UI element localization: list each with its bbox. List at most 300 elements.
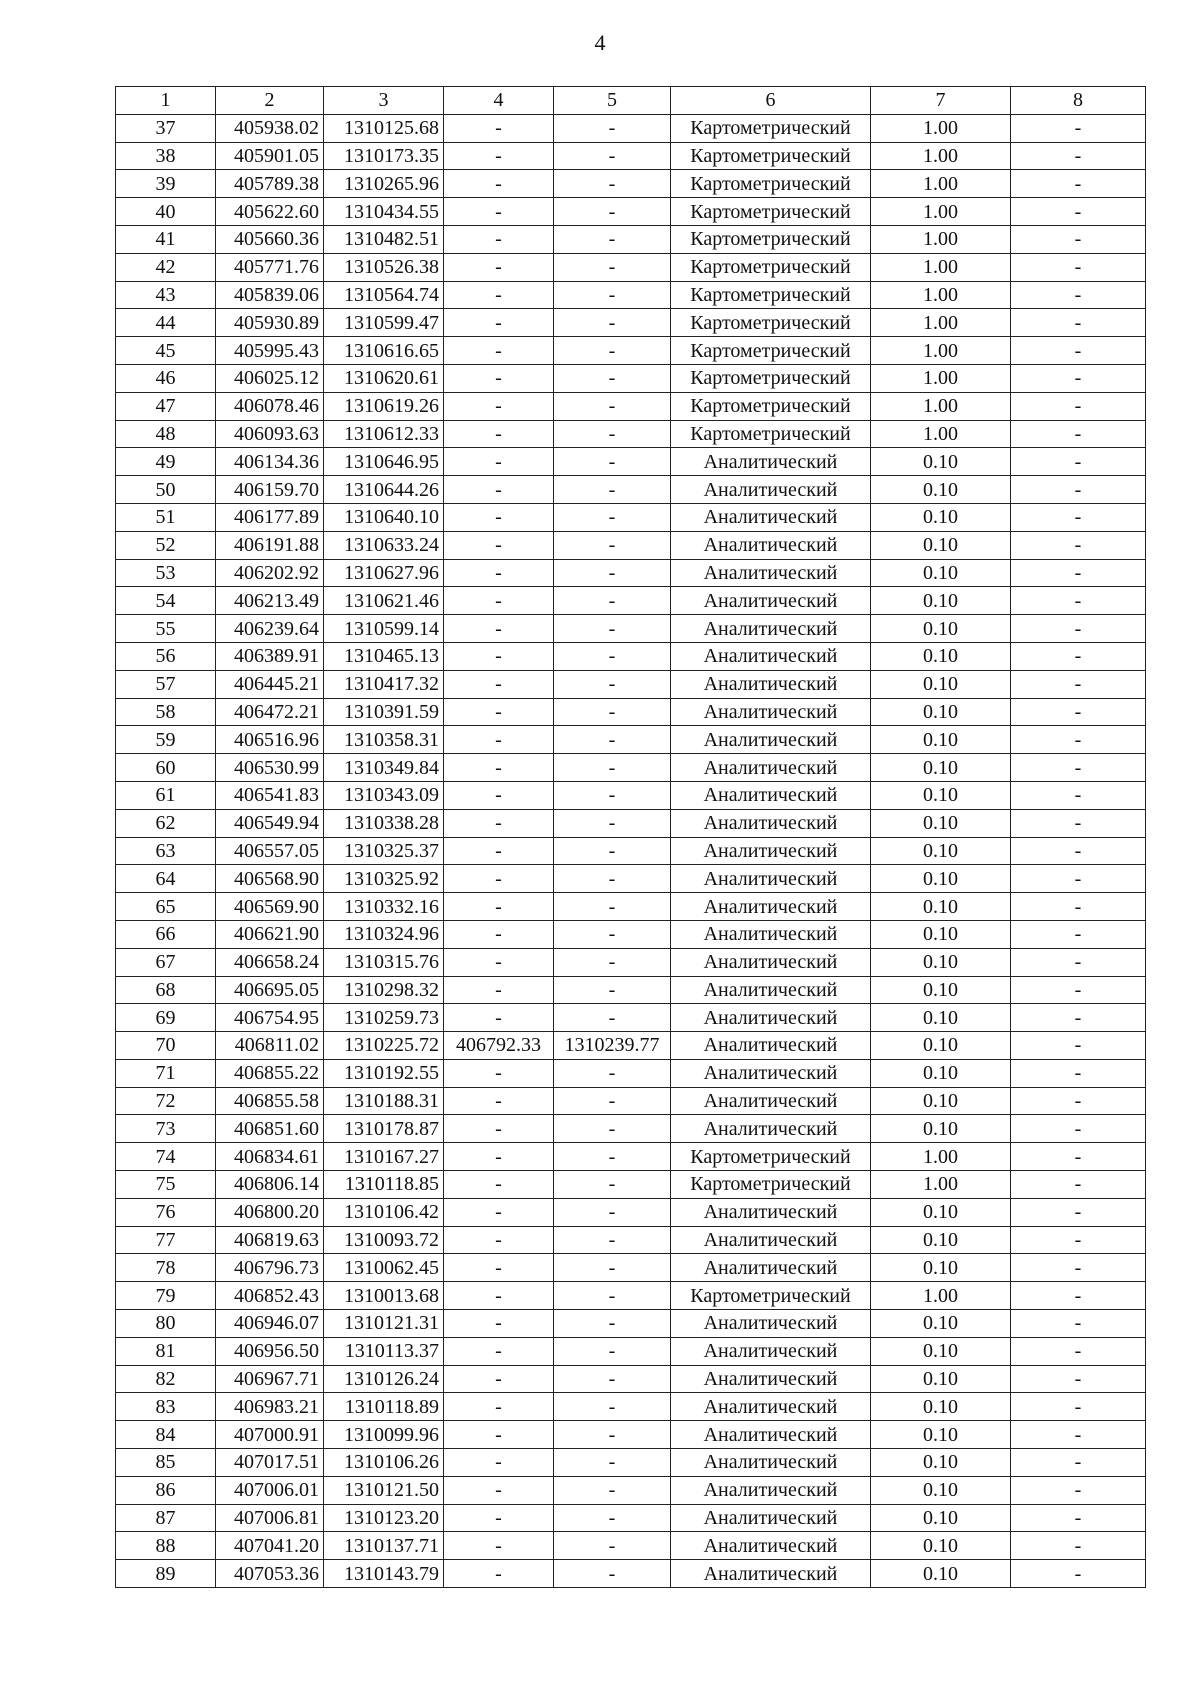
cell-method: Аналитический [671, 754, 871, 782]
cell-coord-x: 406202.92 [216, 559, 324, 587]
cell-coord-x-alt: - [444, 253, 554, 281]
cell-note: - [1011, 392, 1146, 420]
table-row [116, 1087, 1146, 1115]
cell-coord-y-alt: - [554, 420, 671, 448]
cell-note: - [1011, 1143, 1146, 1171]
cell-point-number: 82 [116, 1365, 216, 1393]
cell-coord-y: 1310259.73 [324, 1004, 444, 1032]
cell-note: - [1011, 670, 1146, 698]
cell-coord-x-alt: - [444, 392, 554, 420]
cell-note: - [1011, 170, 1146, 198]
cell-point-number: 66 [116, 920, 216, 948]
cell-note: - [1011, 726, 1146, 754]
cell-coord-x: 406967.71 [216, 1365, 324, 1393]
cell-coord-y: 1310265.96 [324, 170, 444, 198]
table-row [116, 1476, 1146, 1504]
cell-coord-y: 1310482.51 [324, 225, 444, 253]
cell-coord-y-alt: - [554, 531, 671, 559]
cell-point-number: 77 [116, 1226, 216, 1254]
cell-point-number: 43 [116, 281, 216, 309]
cell-accuracy: 0.10 [871, 1532, 1011, 1560]
cell-coord-x: 406568.90 [216, 865, 324, 893]
cell-coord-y-alt: - [554, 476, 671, 504]
cell-coord-x: 406078.46 [216, 392, 324, 420]
cell-coord-y-alt: - [554, 1504, 671, 1532]
cell-accuracy: 1.00 [871, 225, 1011, 253]
cell-accuracy: 0.10 [871, 670, 1011, 698]
cell-method: Аналитический [671, 615, 871, 643]
cell-coord-y: 1310123.20 [324, 1504, 444, 1532]
cell-coord-x-alt: - [444, 420, 554, 448]
cell-point-number: 51 [116, 503, 216, 531]
cell-coord-x: 406389.91 [216, 642, 324, 670]
cell-coord-y-alt: - [554, 781, 671, 809]
cell-coord-y: 1310062.45 [324, 1254, 444, 1282]
cell-method: Аналитический [671, 531, 871, 559]
table-row [116, 948, 1146, 976]
cell-coord-y-alt: - [554, 114, 671, 142]
cell-coord-x-alt: - [444, 781, 554, 809]
cell-point-number: 74 [116, 1143, 216, 1171]
cell-note: - [1011, 1365, 1146, 1393]
cell-coord-y-alt: - [554, 1365, 671, 1393]
table-row [116, 726, 1146, 754]
cell-coord-x: 406516.96 [216, 726, 324, 754]
table-row [116, 225, 1146, 253]
cell-note: - [1011, 587, 1146, 615]
cell-accuracy: 0.10 [871, 615, 1011, 643]
cell-coord-y-alt: - [554, 837, 671, 865]
cell-coord-x-alt: - [444, 1560, 554, 1588]
cell-note: - [1011, 1337, 1146, 1365]
cell-coord-x: 405901.05 [216, 142, 324, 170]
cell-accuracy: 0.10 [871, 1365, 1011, 1393]
cell-point-number: 79 [116, 1282, 216, 1310]
cell-method: Аналитический [671, 865, 871, 893]
cell-coord-x: 407006.81 [216, 1504, 324, 1532]
cell-coord-x: 406530.99 [216, 754, 324, 782]
cell-method: Аналитический [671, 837, 871, 865]
cell-accuracy: 1.00 [871, 198, 1011, 226]
cell-coord-x: 406811.02 [216, 1032, 324, 1060]
table-row [116, 1115, 1146, 1143]
cell-coord-y-alt: - [554, 615, 671, 643]
cell-coord-y-alt: - [554, 698, 671, 726]
cell-coord-x: 405839.06 [216, 281, 324, 309]
table-row [116, 1365, 1146, 1393]
cell-method: Картометрический [671, 364, 871, 392]
cell-coord-x: 406796.73 [216, 1254, 324, 1282]
table-row [116, 837, 1146, 865]
cell-note: - [1011, 1115, 1146, 1143]
cell-coord-x-alt: - [444, 615, 554, 643]
cell-method: Аналитический [671, 698, 871, 726]
cell-method: Картометрический [671, 114, 871, 142]
cell-accuracy: 0.10 [871, 1032, 1011, 1060]
cell-coord-y: 1310125.68 [324, 114, 444, 142]
cell-coord-y-alt: - [554, 142, 671, 170]
cell-point-number: 48 [116, 420, 216, 448]
cell-accuracy: 0.10 [871, 1310, 1011, 1338]
cell-method: Аналитический [671, 448, 871, 476]
cell-coord-x-alt: - [444, 1115, 554, 1143]
cell-coord-y-alt: - [554, 198, 671, 226]
table-header [116, 87, 1146, 115]
cell-coord-x: 406472.21 [216, 698, 324, 726]
cell-coord-y-alt: - [554, 976, 671, 1004]
cell-accuracy: 0.10 [871, 476, 1011, 504]
cell-note: - [1011, 948, 1146, 976]
cell-point-number: 81 [116, 1337, 216, 1365]
cell-coord-x: 405771.76 [216, 253, 324, 281]
cell-point-number: 49 [116, 448, 216, 476]
table-row [116, 309, 1146, 337]
cell-coord-y: 1310358.31 [324, 726, 444, 754]
cell-accuracy: 0.10 [871, 1476, 1011, 1504]
cell-point-number: 56 [116, 642, 216, 670]
cell-coord-x-alt: - [444, 1532, 554, 1560]
cell-coord-x-alt: - [444, 1310, 554, 1338]
cell-note: - [1011, 253, 1146, 281]
table-row [116, 642, 1146, 670]
cell-coord-y: 1310188.31 [324, 1087, 444, 1115]
cell-point-number: 53 [116, 559, 216, 587]
cell-note: - [1011, 920, 1146, 948]
cell-coord-x: 406025.12 [216, 364, 324, 392]
cell-coord-x-alt: - [444, 448, 554, 476]
cell-coord-y-alt: - [554, 225, 671, 253]
cell-accuracy: 1.00 [871, 1171, 1011, 1199]
cell-coord-x-alt: - [444, 587, 554, 615]
cell-method: Аналитический [671, 1449, 871, 1477]
header-row [116, 87, 1146, 115]
cell-method: Аналитический [671, 476, 871, 504]
cell-coord-y-alt: - [554, 1198, 671, 1226]
cell-coord-y-alt: - [554, 670, 671, 698]
cell-note: - [1011, 1087, 1146, 1115]
cell-coord-y: 1310644.26 [324, 476, 444, 504]
cell-point-number: 75 [116, 1171, 216, 1199]
cell-accuracy: 0.10 [871, 1198, 1011, 1226]
cell-accuracy: 0.10 [871, 1421, 1011, 1449]
cell-point-number: 71 [116, 1059, 216, 1087]
cell-coord-x-alt: - [444, 225, 554, 253]
cell-coord-y: 1310167.27 [324, 1143, 444, 1171]
cell-coord-y-alt: - [554, 1421, 671, 1449]
cell-accuracy: 1.00 [871, 1143, 1011, 1171]
cell-coord-y: 1310298.32 [324, 976, 444, 1004]
cell-coord-x-alt: - [444, 1254, 554, 1282]
cell-point-number: 54 [116, 587, 216, 615]
cell-method: Картометрический [671, 198, 871, 226]
cell-point-number: 83 [116, 1393, 216, 1421]
cell-coord-x: 406557.05 [216, 837, 324, 865]
table-row [116, 1004, 1146, 1032]
cell-accuracy: 1.00 [871, 309, 1011, 337]
cell-coord-y: 1310640.10 [324, 503, 444, 531]
cell-coord-y: 1310121.50 [324, 1476, 444, 1504]
cell-note: - [1011, 448, 1146, 476]
cell-coord-x-alt: - [444, 1476, 554, 1504]
cell-accuracy: 1.00 [871, 1282, 1011, 1310]
cell-note: - [1011, 531, 1146, 559]
table-row [116, 1449, 1146, 1477]
table-row [116, 976, 1146, 1004]
cell-accuracy: 1.00 [871, 114, 1011, 142]
cell-coord-x-alt: - [444, 1393, 554, 1421]
cell-note: - [1011, 1449, 1146, 1477]
cell-method: Аналитический [671, 1476, 871, 1504]
cell-coord-y: 1310126.24 [324, 1365, 444, 1393]
cell-method: Аналитический [671, 1226, 871, 1254]
cell-note: - [1011, 503, 1146, 531]
cell-accuracy: 1.00 [871, 392, 1011, 420]
cell-coord-y: 1310137.71 [324, 1532, 444, 1560]
cell-method: Аналитический [671, 1310, 871, 1338]
cell-coord-y-alt: - [554, 1087, 671, 1115]
cell-method: Картометрический [671, 1171, 871, 1199]
cell-method: Аналитический [671, 1198, 871, 1226]
cell-accuracy: 0.10 [871, 559, 1011, 587]
cell-coord-x: 406819.63 [216, 1226, 324, 1254]
cell-method: Аналитический [671, 642, 871, 670]
table-row [116, 1337, 1146, 1365]
cell-method: Аналитический [671, 726, 871, 754]
cell-note: - [1011, 1532, 1146, 1560]
table-row [116, 364, 1146, 392]
cell-coord-y-alt: - [554, 1171, 671, 1199]
table-row [116, 448, 1146, 476]
cell-accuracy: 0.10 [871, 587, 1011, 615]
cell-coord-x: 406445.21 [216, 670, 324, 698]
cell-coord-x-alt: - [444, 1087, 554, 1115]
cell-note: - [1011, 1393, 1146, 1421]
table-row [116, 1532, 1146, 1560]
cell-point-number: 72 [116, 1087, 216, 1115]
cell-method: Аналитический [671, 781, 871, 809]
cell-point-number: 47 [116, 392, 216, 420]
cell-coord-y-alt: - [554, 809, 671, 837]
table-row [116, 476, 1146, 504]
table-row [116, 809, 1146, 837]
cell-coord-y: 1310612.33 [324, 420, 444, 448]
cell-note: - [1011, 1198, 1146, 1226]
cell-coord-x: 407053.36 [216, 1560, 324, 1588]
cell-point-number: 38 [116, 142, 216, 170]
cell-coord-y: 1310143.79 [324, 1560, 444, 1588]
cell-coord-y-alt: - [554, 309, 671, 337]
cell-coord-y: 1310616.65 [324, 337, 444, 365]
cell-note: - [1011, 114, 1146, 142]
cell-note: - [1011, 309, 1146, 337]
cell-method: Аналитический [671, 587, 871, 615]
table-row [116, 670, 1146, 698]
cell-coord-x: 405930.89 [216, 309, 324, 337]
cell-coord-y: 1310173.35 [324, 142, 444, 170]
cell-note: - [1011, 809, 1146, 837]
cell-coord-y-alt: - [554, 587, 671, 615]
cell-method: Картометрический [671, 1143, 871, 1171]
cell-coord-x-alt: - [444, 1143, 554, 1171]
cell-accuracy: 0.10 [871, 698, 1011, 726]
cell-point-number: 62 [116, 809, 216, 837]
cell-note: - [1011, 337, 1146, 365]
cell-coord-y-alt: - [554, 948, 671, 976]
table-row [116, 1393, 1146, 1421]
cell-point-number: 84 [116, 1421, 216, 1449]
cell-coord-y: 1310324.96 [324, 920, 444, 948]
cell-coord-y: 1310325.37 [324, 837, 444, 865]
table-row [116, 142, 1146, 170]
cell-coord-x-alt: - [444, 476, 554, 504]
cell-coord-y-alt: - [554, 1226, 671, 1254]
cell-point-number: 87 [116, 1504, 216, 1532]
cell-accuracy: 0.10 [871, 837, 1011, 865]
cell-coord-x-alt: - [444, 309, 554, 337]
cell-coord-x: 406541.83 [216, 781, 324, 809]
cell-coord-y: 1310465.13 [324, 642, 444, 670]
cell-coord-x-alt: - [444, 531, 554, 559]
cell-note: - [1011, 698, 1146, 726]
table-row [116, 170, 1146, 198]
cell-accuracy: 0.10 [871, 642, 1011, 670]
cell-accuracy: 0.10 [871, 1254, 1011, 1282]
cell-point-number: 44 [116, 309, 216, 337]
cell-accuracy: 1.00 [871, 253, 1011, 281]
table-row [116, 503, 1146, 531]
cell-point-number: 40 [116, 198, 216, 226]
cell-coord-x: 406834.61 [216, 1143, 324, 1171]
cell-accuracy: 0.10 [871, 1226, 1011, 1254]
cell-method: Картометрический [671, 142, 871, 170]
table-body [116, 114, 1146, 1587]
cell-coord-x-alt: 406792.33 [444, 1032, 554, 1060]
cell-accuracy: 0.10 [871, 948, 1011, 976]
cell-point-number: 73 [116, 1115, 216, 1143]
cell-coord-y: 1310599.47 [324, 309, 444, 337]
cell-coord-y-alt: - [554, 337, 671, 365]
cell-coord-x-alt: - [444, 837, 554, 865]
cell-coord-x: 406806.14 [216, 1171, 324, 1199]
cell-accuracy: 1.00 [871, 142, 1011, 170]
table-row [116, 114, 1146, 142]
cell-coord-y-alt: - [554, 1476, 671, 1504]
column-header-7: 7 [871, 87, 1011, 115]
cell-point-number: 63 [116, 837, 216, 865]
cell-point-number: 61 [116, 781, 216, 809]
cell-method: Картометрический [671, 170, 871, 198]
cell-coord-y-alt: - [554, 170, 671, 198]
cell-coord-y: 1310627.96 [324, 559, 444, 587]
cell-method: Аналитический [671, 948, 871, 976]
cell-coord-x: 406621.90 [216, 920, 324, 948]
table-row [116, 420, 1146, 448]
cell-coord-x: 406855.58 [216, 1087, 324, 1115]
cell-coord-x-alt: - [444, 670, 554, 698]
cell-method: Аналитический [671, 1393, 871, 1421]
table-row [116, 615, 1146, 643]
cell-note: - [1011, 476, 1146, 504]
cell-accuracy: 0.10 [871, 1087, 1011, 1115]
cell-accuracy: 0.10 [871, 1004, 1011, 1032]
table-row [116, 698, 1146, 726]
cell-point-number: 52 [116, 531, 216, 559]
cell-point-number: 57 [116, 670, 216, 698]
cell-point-number: 68 [116, 976, 216, 1004]
column-header-5: 5 [554, 87, 671, 115]
cell-point-number: 85 [116, 1449, 216, 1477]
column-header-6: 6 [671, 87, 871, 115]
cell-accuracy: 0.10 [871, 754, 1011, 782]
cell-coord-y: 1310113.37 [324, 1337, 444, 1365]
cell-coord-x-alt: - [444, 948, 554, 976]
cell-coord-y: 1310093.72 [324, 1226, 444, 1254]
cell-coord-x: 406695.05 [216, 976, 324, 1004]
cell-accuracy: 0.10 [871, 781, 1011, 809]
cell-accuracy: 0.10 [871, 1059, 1011, 1087]
table-row [116, 920, 1146, 948]
cell-coord-x-alt: - [444, 1365, 554, 1393]
cell-coord-y-alt: - [554, 1560, 671, 1588]
table-row [116, 1032, 1146, 1060]
cell-method: Картометрический [671, 392, 871, 420]
cell-point-number: 89 [116, 1560, 216, 1588]
cell-coord-y-alt: - [554, 1449, 671, 1477]
table-row [116, 1171, 1146, 1199]
cell-note: - [1011, 893, 1146, 921]
cell-coord-y-alt: - [554, 754, 671, 782]
cell-accuracy: 1.00 [871, 170, 1011, 198]
cell-note: - [1011, 642, 1146, 670]
cell-coord-x: 405995.43 [216, 337, 324, 365]
cell-note: - [1011, 1004, 1146, 1032]
cell-note: - [1011, 1560, 1146, 1588]
cell-accuracy: 0.10 [871, 726, 1011, 754]
cell-method: Аналитический [671, 1337, 871, 1365]
cell-coord-x-alt: - [444, 920, 554, 948]
cell-coord-x: 406855.22 [216, 1059, 324, 1087]
cell-coord-x-alt: - [444, 1059, 554, 1087]
cell-point-number: 76 [116, 1198, 216, 1226]
cell-point-number: 86 [116, 1476, 216, 1504]
cell-coord-y: 1310106.42 [324, 1198, 444, 1226]
cell-coord-y-alt: - [554, 893, 671, 921]
cell-coord-y-alt: - [554, 1059, 671, 1087]
cell-coord-x: 406134.36 [216, 448, 324, 476]
cell-coord-x-alt: - [444, 1504, 554, 1532]
cell-note: - [1011, 142, 1146, 170]
cell-coord-x-alt: - [444, 893, 554, 921]
cell-coord-x: 406946.07 [216, 1310, 324, 1338]
cell-method: Аналитический [671, 1421, 871, 1449]
cell-coord-y-alt: - [554, 1004, 671, 1032]
cell-coord-y-alt: 1310239.77 [554, 1032, 671, 1060]
cell-coord-x: 406093.63 [216, 420, 324, 448]
cell-coord-y-alt: - [554, 448, 671, 476]
cell-note: - [1011, 1171, 1146, 1199]
cell-accuracy: 0.10 [871, 1504, 1011, 1532]
cell-coord-x-alt: - [444, 976, 554, 1004]
cell-accuracy: 1.00 [871, 364, 1011, 392]
cell-note: - [1011, 781, 1146, 809]
column-header-8: 8 [1011, 87, 1146, 115]
cell-coord-x: 406956.50 [216, 1337, 324, 1365]
cell-point-number: 78 [116, 1254, 216, 1282]
cell-coord-y-alt: - [554, 920, 671, 948]
cell-method: Аналитический [671, 920, 871, 948]
cell-coord-x: 406549.94 [216, 809, 324, 837]
cell-coord-y: 1310564.74 [324, 281, 444, 309]
